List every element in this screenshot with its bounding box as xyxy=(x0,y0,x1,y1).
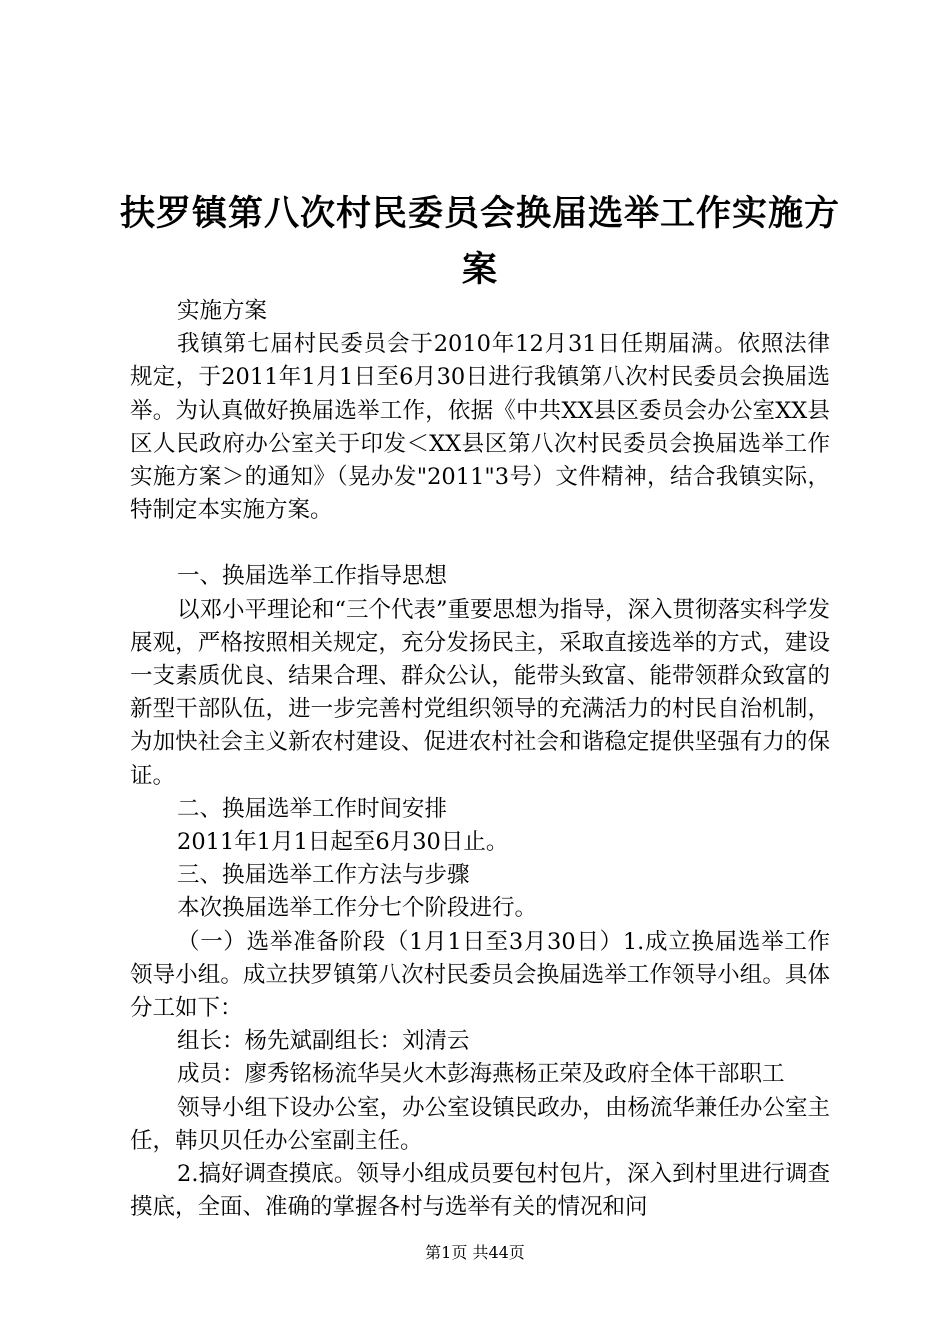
paragraph-preparation: （一）选举准备阶段（1月1日至3月30日）1.成立换届选举工作领导小组。成立扶罗镇第八次村民委员会换届选举工作领导小组。具体分工如下： xyxy=(130,928,830,1022)
paragraph-intro: 我镇第七届村民委员会于2010年12月31日任期届满。依照法律规定，于2011年1月1日至6月30日进行我镇第八次村民委员会换届选举。为认真做好换届选举工作，依据《中共XX县区委员会办公室XX县区人民政府办公室关于印发＜XX县区第八次村民委员会换届选举工作实施方案＞的通知》（晃办发"2011"3号）文件精神，结合我镇实际，特制定本实施方案。 xyxy=(130,331,830,524)
document-title: 扶罗镇第八次村民委员会换届选举工作实施方案 xyxy=(120,194,841,290)
paragraph-subtitle: 实施方案 xyxy=(177,298,268,324)
paragraph-members: 成员：廖秀铭杨流华吴火木彭海燕杨正荣及政府全体干部职工 xyxy=(177,1061,785,1088)
section-heading-3: 三、换届选举工作方法与步骤 xyxy=(177,862,470,889)
page-footer: 第1页 共44页 xyxy=(425,1243,525,1262)
section-heading-1: 一、换届选举工作指导思想 xyxy=(177,563,448,590)
paragraph-survey: 2.搞好调查摸底。领导小组成员要包村包片，深入到村里进行调查摸底，全面、准确的掌握各村与选举有关的情况和问 xyxy=(130,1161,830,1221)
paragraph-office: 领导小组下设办公室，办公室设镇民政办，由杨流华兼任办公室主任，韩贝贝任办公室副主任。 xyxy=(130,1094,830,1154)
paragraph-stages: 本次换届选举工作分七个阶段进行。 xyxy=(177,895,538,922)
paragraph-guiding-thought: 以邓小平理论和“三个代表”重要思想为指导，深入贯彻落实科学发展观，严格按照相关规定，充分发扬民主，采取直接选举的方式，建设一支素质优良、结果合理、群众公认，能带头致富、能带领群众致富的新型干部队伍，进一步完善村党组织领导的充满活力的村民自治机制，为加快社会主义新农村建设、促进农村社会和谐稳定提供坚强有力的保证。 xyxy=(130,596,831,789)
paragraph-schedule: 2011年1月1日起至6月30日止。 xyxy=(177,829,509,856)
section-heading-2: 二、换届选举工作时间安排 xyxy=(177,795,448,822)
paragraph-leaders: 组长：杨先斌副组长：刘清云 xyxy=(177,1028,470,1055)
document-body xyxy=(130,295,830,1224)
